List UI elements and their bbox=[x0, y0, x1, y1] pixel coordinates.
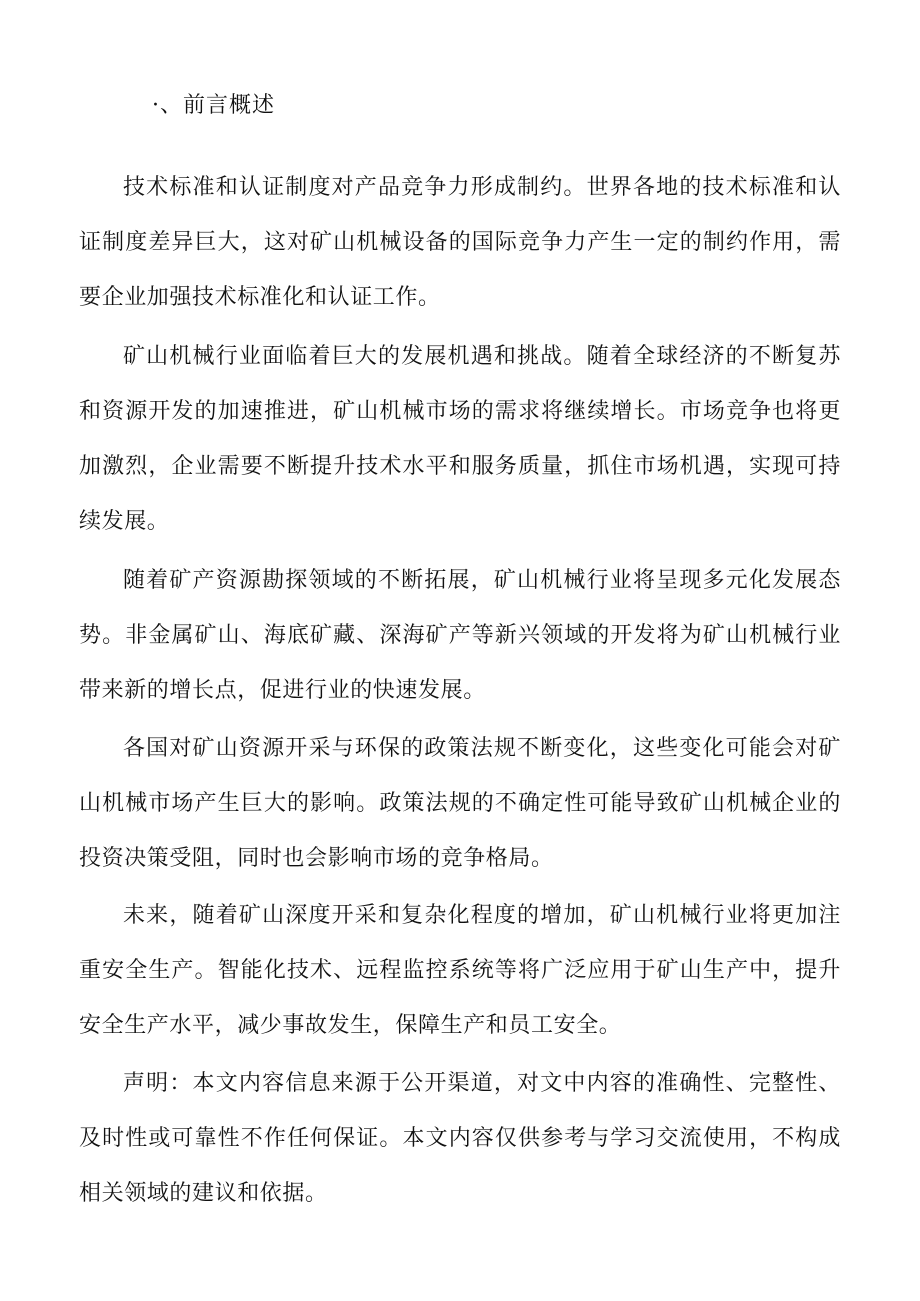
paragraph-policy: 各国对矿山资源开采与环保的政策法规不断变化，这些变化可能会对矿山机械市场产生巨大的影响。政策法规的不确定性可能导致矿山机械企业的投资决策受阻，同时也会影响市场的竞争格局。 bbox=[79, 736, 841, 871]
section-heading: ·、前言概述 bbox=[152, 93, 275, 118]
paragraph-technical-standards: 技术标准和认证制度对产品竞争力形成制约。世界各地的技术标准和认证制度差异巨大，这对矿山机械设备的国际竞争力产生一定的制约作用，需要企业加强技术标准化和认证工作。 bbox=[79, 175, 841, 310]
paragraph-disclaimer: 声明：本文内容信息来源于公开渠道，对文中内容的准确性、完整性、及时性或可靠性不作任何保证。本文内容仅供参考与学习交流使用，不构成相关领域的建议和依据。 bbox=[79, 1071, 841, 1206]
paragraph-diversification: 随着矿产资源勘探领域的不断拓展，矿山机械行业将呈现多元化发展态势。非金属矿山、海底矿藏、深海矿产等新兴领域的开发将为矿山机械行业带来新的增长点，促进行业的快速发展。 bbox=[79, 568, 841, 703]
paragraph-opportunities: 矿山机械行业面临着巨大的发展机遇和挑战。随着全球经济的不断复苏和资源开发的加速推进，矿山机械市场的需求将继续增长。市场竞争也将更加激烈，企业需要不断提升技术水平和服务质量，抓住市场机遇，实现可持续发展。 bbox=[79, 344, 841, 534]
paragraph-safety: 未来，随着矿山深度开采和复杂化程度的增加，矿山机械行业将更加注重安全生产。智能化技术、远程监控系统等将广泛应用于矿山生产中，提升安全生产水平，减少事故发生，保障生产和员工安全。 bbox=[79, 903, 841, 1038]
